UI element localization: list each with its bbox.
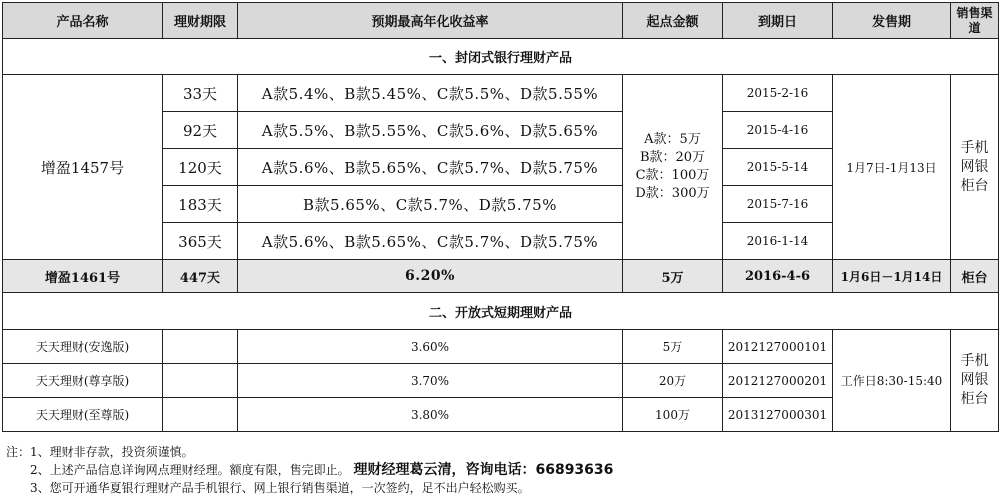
maturity-cell: 2015-5-14	[723, 149, 833, 186]
maturity-cell: 2016-1-14	[723, 223, 833, 260]
rate-cell: 6.20%	[238, 260, 623, 293]
rate-cell: A款5.6%、B款5.65%、C款5.7%、D款5.75%	[238, 149, 623, 186]
note-3: 3、您可开通华夏银行理财产品手机银行、网上银行销售渠道，一次签约，足不出户轻松购买。	[30, 481, 530, 495]
rate-cell: 3.60%	[238, 330, 623, 364]
maturity-cell: 2016-4-6	[723, 260, 833, 293]
min-amount-cell: 100万	[623, 398, 723, 432]
maturity-cell: 2015-2-16	[723, 75, 833, 112]
min-amount-d: D款：300万	[635, 186, 710, 201]
rate-cell: A款5.6%、B款5.65%、C款5.7%、D款5.75%	[238, 223, 623, 260]
header-channel: 销售渠道	[951, 3, 999, 39]
header-term: 理财期限	[163, 3, 238, 39]
min-amount-cell	[623, 75, 723, 260]
product-name: 增盈1461号	[3, 260, 163, 293]
min-amount-cell: 20万	[623, 364, 723, 398]
code-cell: 2013127000301	[723, 398, 833, 432]
section-closed-title: 一、封闭式银行理财产品	[3, 39, 999, 75]
rate-cell: A款5.5%、B款5.55%、C款5.6%、D款5.65%	[238, 112, 623, 149]
channel-counter: 柜台	[960, 391, 989, 407]
product-name: 天天理财(安逸版)	[3, 330, 163, 364]
term-cell: 183天	[163, 186, 238, 223]
note-2-text: 2、上述产品信息详询网点理财经理。额度有限，售完即止。	[30, 463, 350, 477]
channel-mobile: 手机	[960, 139, 989, 156]
table-row	[3, 75, 999, 112]
section-open-title: 二、开放式短期理财产品	[3, 293, 999, 330]
term-cell: 120天	[163, 149, 238, 186]
product-name: 天天理财(至尊版)	[3, 398, 163, 432]
notes	[6, 443, 996, 497]
note-2-contact: 理财经理葛云清，咨询电话：66893636	[353, 462, 614, 478]
code-cell: 2012127000101	[723, 330, 833, 364]
section-open	[3, 293, 999, 330]
table-row	[3, 330, 999, 364]
sale-period-cell: 1月6日－1月14日	[833, 260, 951, 293]
channel-cell	[951, 75, 999, 260]
sale-period-cell: 1月7日-1月13日	[833, 75, 951, 260]
channel-cell	[951, 330, 999, 432]
term-cell	[163, 364, 238, 398]
header-rate: 预期最高年化收益率	[238, 3, 623, 39]
header-row	[3, 3, 999, 39]
channel-cell: 柜台	[951, 260, 999, 293]
min-amount-cell: 5万	[623, 330, 723, 364]
header-maturity: 到期日	[723, 3, 833, 39]
min-amount-a: A款：5万	[644, 132, 701, 147]
note-2	[6, 461, 996, 479]
note-1: 注：1、理财非存款，投资须谨慎。	[6, 445, 194, 459]
highlight-row	[3, 260, 999, 293]
rate-cell: 3.70%	[238, 364, 623, 398]
channel-online: 网银	[960, 158, 989, 175]
term-cell	[163, 398, 238, 432]
rate-cell: B款5.65%、C款5.7%、D款5.75%	[238, 186, 623, 223]
product-name: 增盈1457号	[3, 75, 163, 260]
product-table	[2, 2, 999, 432]
code-cell: 2012127000201	[723, 364, 833, 398]
term-cell: 365天	[163, 223, 238, 260]
min-amount-b: B款：20万	[639, 150, 706, 165]
header-min-amount: 起点金额	[623, 3, 723, 39]
rate-cell: 3.80%	[238, 398, 623, 432]
sale-period-cell: 工作日8:30-15:40	[833, 330, 951, 432]
header-product-name: 产品名称	[3, 3, 163, 39]
maturity-cell: 2015-4-16	[723, 112, 833, 149]
product-name: 天天理财(尊享版)	[3, 364, 163, 398]
rate-cell: A款5.4%、B款5.45%、C款5.5%、D款5.55%	[238, 75, 623, 112]
term-cell: 447天	[163, 260, 238, 293]
min-amount-c: C款：100万	[635, 168, 710, 183]
min-amount-cell: 5万	[623, 260, 723, 293]
channel-online: 网银	[960, 372, 989, 388]
term-cell	[163, 330, 238, 364]
term-cell: 33天	[163, 75, 238, 112]
term-cell: 92天	[163, 112, 238, 149]
channel-mobile: 手机	[960, 353, 989, 369]
section-closed	[3, 39, 999, 75]
header-sale-period: 发售期	[833, 3, 951, 39]
maturity-cell: 2015-7-16	[723, 186, 833, 223]
channel-counter: 柜台	[960, 177, 989, 194]
